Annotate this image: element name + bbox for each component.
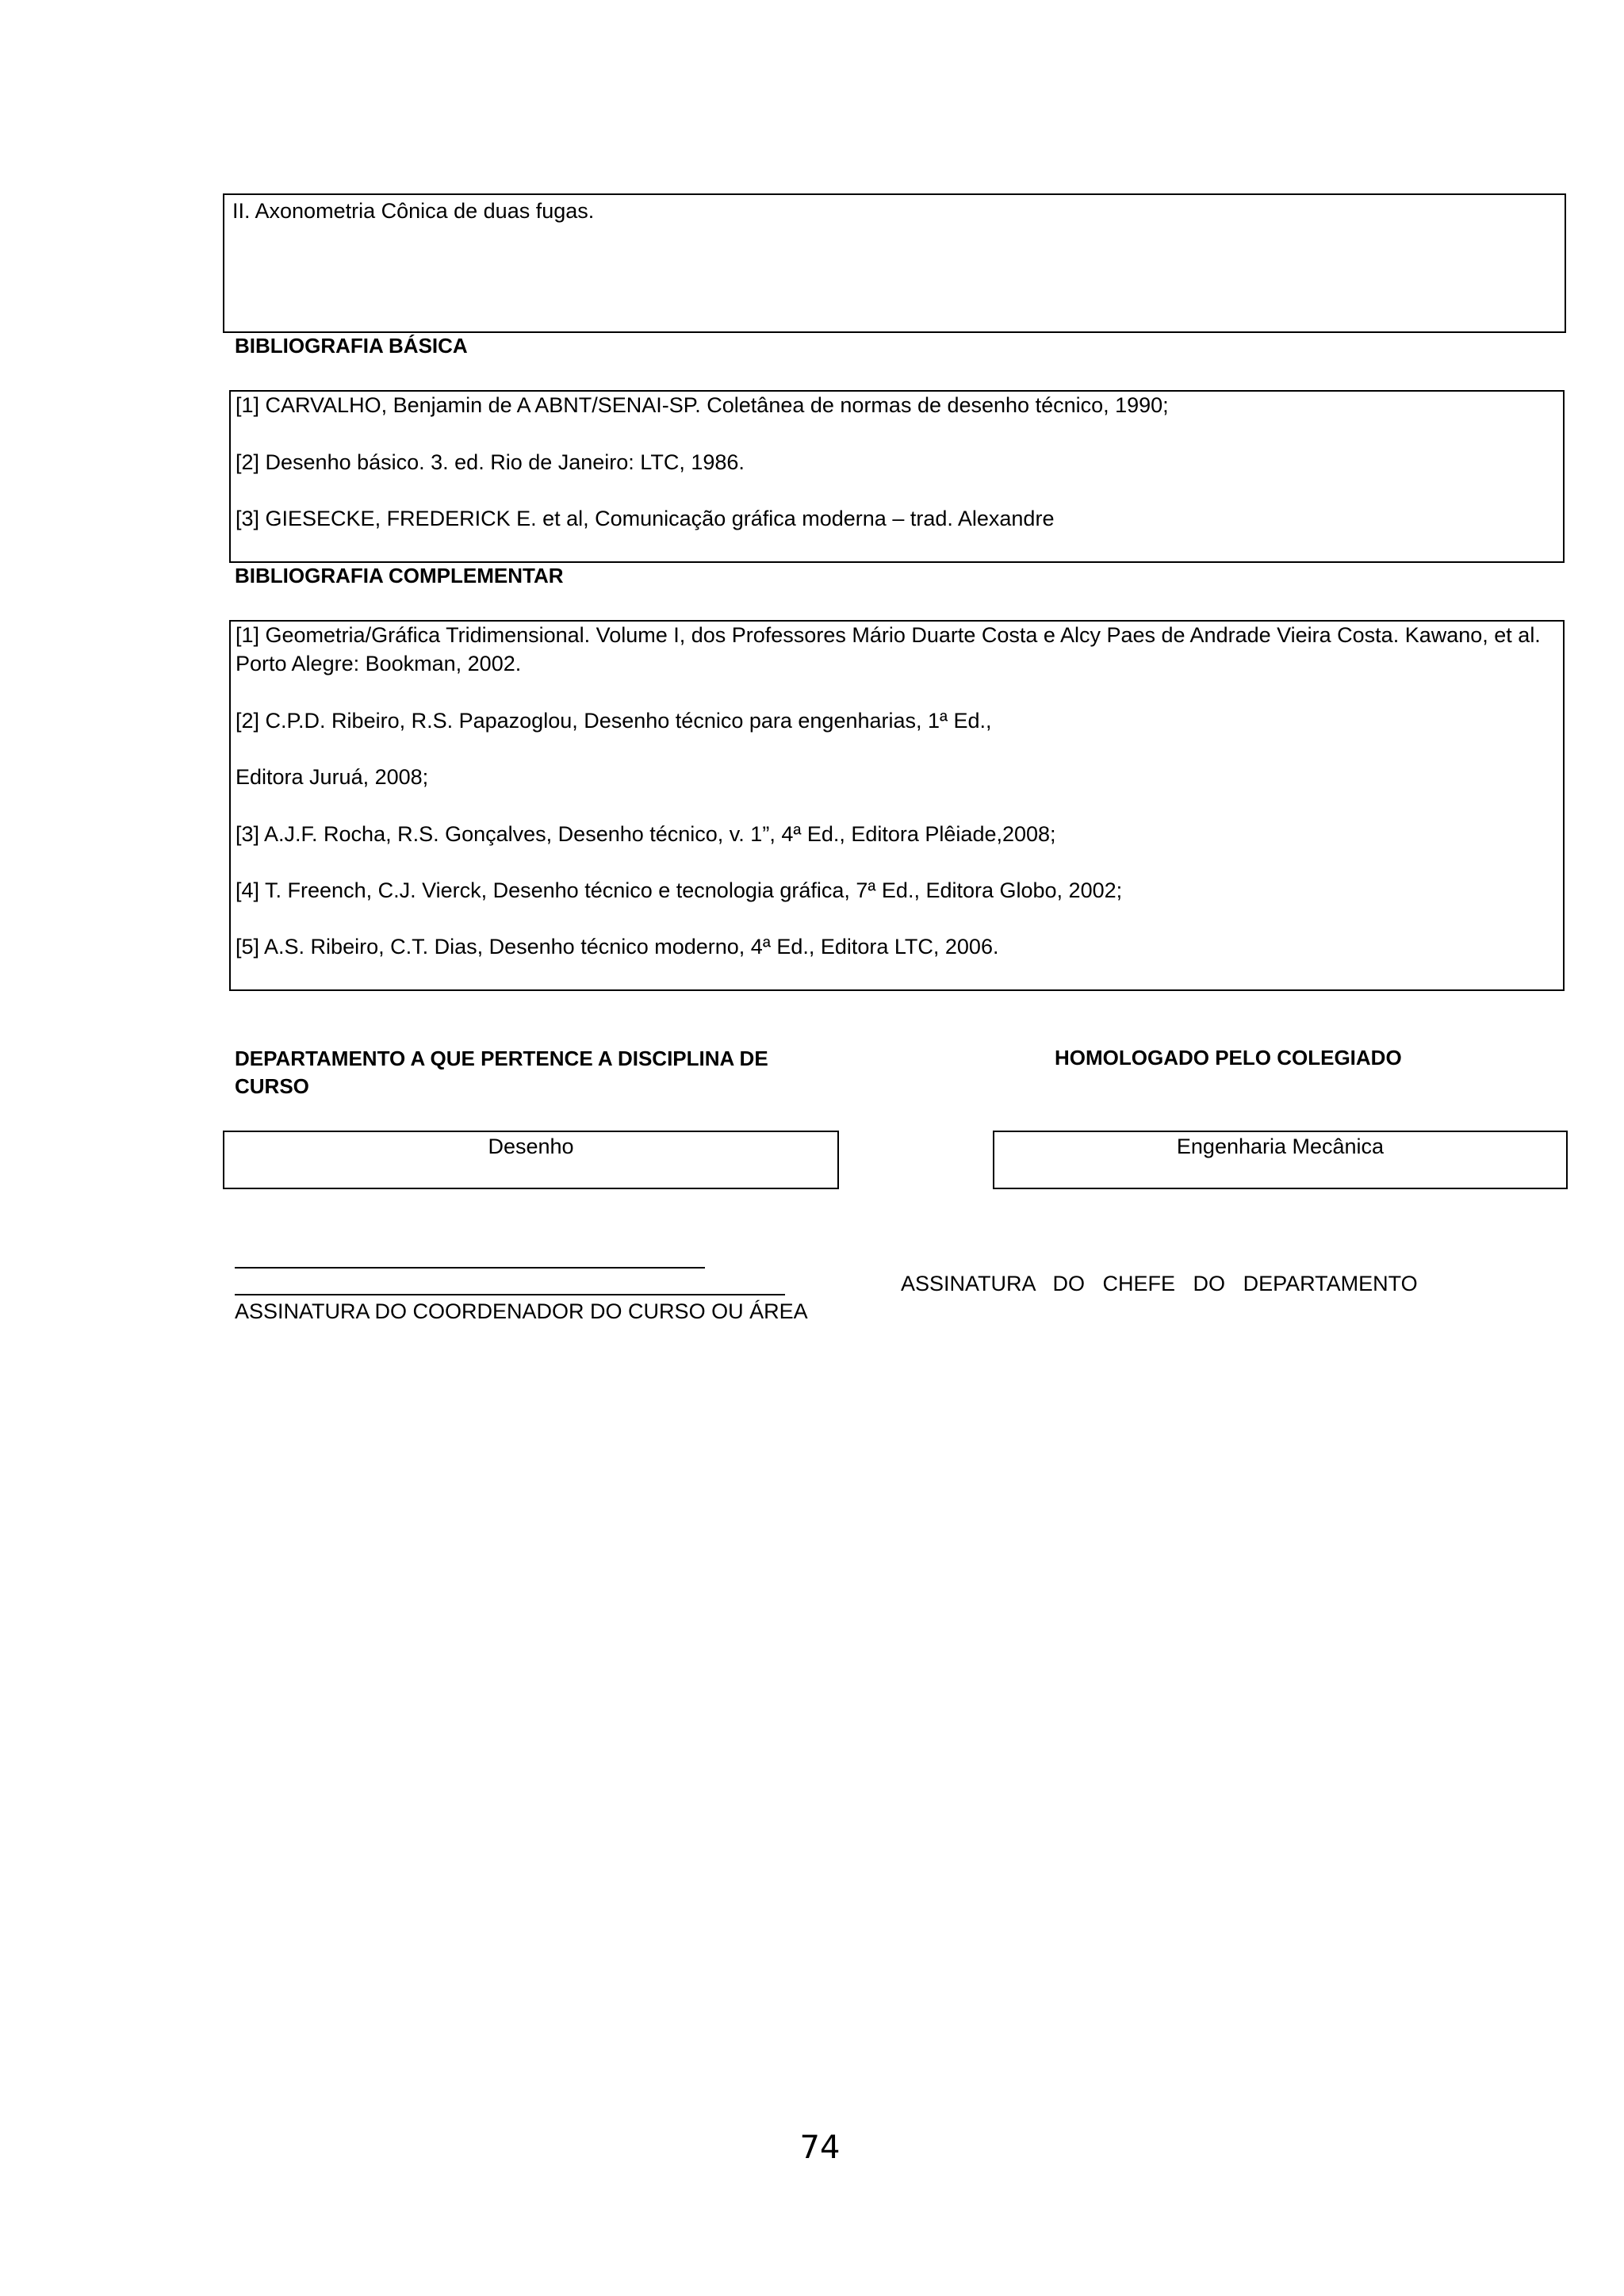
page-number: 74 — [799, 2130, 841, 2166]
bibliografia-basica-heading: BIBLIOGRAFIA BÁSICA — [235, 334, 468, 358]
departamento-box — [223, 1131, 839, 1189]
homologado-heading: HOMOLOGADO PELO COLEGIADO — [1055, 1046, 1402, 1070]
bibliografia-basica-box — [229, 390, 1565, 563]
list-item: [3] GIESECKE, FREDERICK E. et al, Comunicação gráfica moderna – trad. Alexandre — [236, 507, 1055, 530]
bibliografia-complementar-box — [229, 620, 1565, 991]
list-item: [5] A.S. Ribeiro, C.T. Dias, Desenho técnico moderno, 4ª Ed., Editora LTC, 2006. — [236, 935, 999, 959]
bibliografia-complementar-heading: BIBLIOGRAFIA COMPLEMENTAR — [235, 564, 564, 587]
signature-line — [235, 1267, 705, 1269]
signature-line — [235, 1294, 785, 1295]
list-item: Editora Juruá, 2008; — [236, 765, 429, 789]
list-item: [3] A.J.F. Rocha, R.S. Gonçalves, Desenho técnico, v. 1”, 4ª Ed., Editora Plêiade,2008; — [236, 822, 1056, 846]
coordenador-signature-label: ASSINATURA DO COORDENADOR DO CURSO OU ÁREA — [235, 1299, 808, 1323]
list-item: [1] CARVALHO, Benjamin de A ABNT/SENAI-SP. Coletânea de normas de desenho técnico, 1990; — [236, 393, 1169, 417]
departamento-value: Desenho — [488, 1135, 574, 1158]
chefe-signature-label: ASSINATURA DO CHEFE DO DEPARTAMENTO — [901, 1272, 1418, 1295]
topic-text: II. Axonometria Cônica de duas fugas. — [232, 199, 595, 223]
list-item: [2] C.P.D. Ribeiro, R.S. Papazoglou, Desenho técnico para engenharias, 1ª Ed., — [236, 709, 992, 733]
list-item: [2] Desenho básico. 3. ed. Rio de Janeiro: LTC, 1986. — [236, 450, 745, 474]
list-item: [4] T. Freench, C.J. Vierck, Desenho técnico e tecnologia gráfica, 7ª Ed., Editora Globo, 2002; — [236, 878, 1123, 902]
list-item: [1] Geometria/Gráfica Tridimensional. Volume I, dos Professores Mário Duarte Costa e Alcy Paes de Andrade Vieira Costa. Kawano, et al. Porto Alegre: Bookman, 2002. — [236, 623, 1541, 675]
topic-box — [223, 193, 1566, 333]
homologado-box — [993, 1131, 1568, 1189]
homologado-value: Engenharia Mecânica — [1176, 1135, 1385, 1158]
departamento-heading: DEPARTAMENTO A QUE PERTENCE A DISCIPLINA DE CURSO — [235, 1047, 768, 1098]
